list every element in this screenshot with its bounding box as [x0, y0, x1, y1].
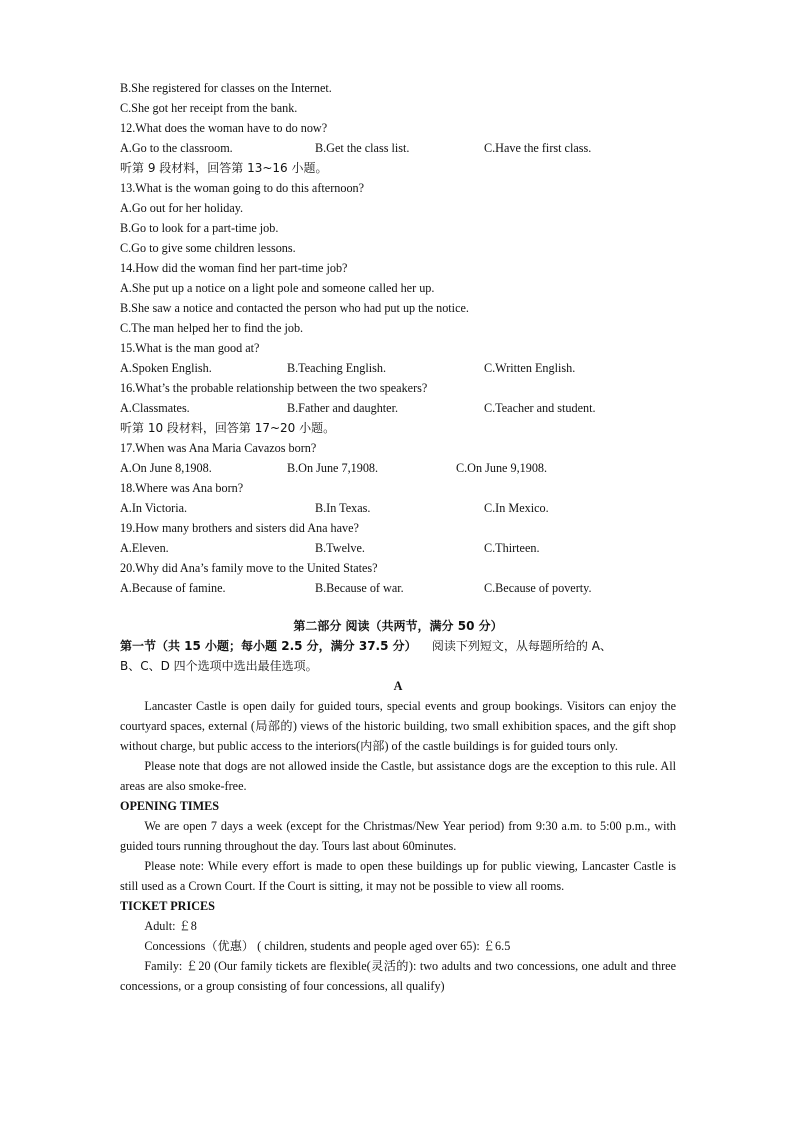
q15-option-b: B.Teaching English.	[287, 361, 386, 375]
q13-question: 13.What is the woman going to do this afternoon?	[120, 181, 365, 195]
ticket-concessions: Concessions（优惠） ( children, students and people aged over 65): ￡6.5	[144, 939, 511, 953]
section10-instruction: 听第 10 段材料，回答第 17~20 小题。	[120, 421, 336, 435]
q20-question: 20.Why did Ana’s family move to the United States?	[120, 561, 378, 575]
q13-option-c: C.Go to give some children lessons.	[120, 241, 296, 255]
q16-option-b: B.Father and daughter.	[287, 401, 399, 415]
q18-option-b: B.In Texas.	[315, 501, 371, 515]
q19-option-b: B.Twelve.	[315, 541, 365, 555]
q12-option-c: C.Have the first class.	[484, 141, 592, 155]
q17-option-c: C.On June 9,1908.	[456, 461, 548, 475]
q20-option-a: A.Because of famine.	[120, 581, 226, 595]
part2-section1-instruction	[120, 636, 676, 656]
passage-letter: A	[393, 679, 403, 693]
section1-directions: 阅读下列短文，从每题所给的 A、	[431, 639, 612, 653]
q16-option-c: C.Teacher and student.	[484, 401, 596, 415]
q18-option-a: A.In Victoria.	[120, 501, 188, 515]
q12-options	[120, 138, 676, 158]
q19-options	[120, 538, 676, 558]
q11-option-c: C.She got her receipt from the bank.	[120, 101, 298, 115]
q14-option-b: B.She saw a notice and contacted the person who had put up the notice.	[120, 301, 469, 315]
passage-paragraph-1: Lancaster Castle is open daily for guided tours, special events and group bookings. Visitors can enjoy the courtyard spaces, external (局部的) views of the historic building, two small exhibition spaces, and the gift shop without charge, but public access to the interiors(内部) of the castle buildings is for guided tours only.	[120, 699, 676, 753]
q19-option-c: C.Thirteen.	[484, 541, 540, 555]
passage-paragraph-2: Please note that dogs are not allowed inside the Castle, but assistance dogs are the exception to this rule. All areas are also smoke-free.	[120, 759, 676, 793]
ticket-prices-heading: TICKET PRICES	[120, 899, 215, 913]
q15-question: 15.What is the man good at?	[120, 341, 260, 355]
q15-option-a: A.Spoken English.	[120, 361, 212, 375]
ticket-adult: Adult: ￡8	[144, 919, 197, 933]
q17-options	[120, 458, 676, 478]
ticket-family: Family: ￡20 (Our family tickets are flexible(灵活的): two adults and two concessions, one adult and three concessions, or a group consisting of four concessions, all qualify)	[120, 959, 676, 993]
q17-question: 17.When was Ana Maria Cavazos born?	[120, 441, 317, 455]
section9-instruction: 听第 9 段材料，回答第 13~16 小题。	[120, 161, 328, 175]
q20-options	[120, 578, 676, 598]
q18-question: 18.Where was Ana born?	[120, 481, 244, 495]
q14-option-a: A.She put up a notice on a light pole and someone called her up.	[120, 281, 435, 295]
q16-question: 16.What’s the probable relationship between the two speakers?	[120, 381, 428, 395]
q12-option-b: B.Get the class list.	[315, 141, 410, 155]
q18-options	[120, 498, 676, 518]
q18-option-c: C.In Mexico.	[484, 501, 549, 515]
q19-question: 19.How many brothers and sisters did Ana have?	[120, 521, 359, 535]
q17-option-b: B.On June 7,1908.	[287, 461, 379, 475]
q13-option-a: A.Go out for her holiday.	[120, 201, 244, 215]
q20-option-b: B.Because of war.	[315, 581, 404, 595]
part2-section1-instruction-line2: B、C、D 四个选项中选出最佳选项。	[120, 659, 318, 673]
passage-paragraph-4: Please note: While every effort is made to open these buildings up for public viewing, Lancaster Castle is still used as a Crown Court. If the Court is sitting, it may not be possible to view all rooms.	[120, 859, 676, 893]
q19-option-a: A.Eleven.	[120, 541, 169, 555]
q20-option-c: C.Because of poverty.	[484, 581, 592, 595]
passage-paragraph-3: We are open 7 days a week (except for the Christmas/New Year period) from 9:30 a.m. to 5:00 p.m., with guided tours running throughout the day. Tours last about 60minutes.	[120, 819, 676, 853]
q17-option-a: A.On June 8,1908.	[120, 461, 212, 475]
q11-option-b: B.She registered for classes on the Internet.	[120, 81, 332, 95]
opening-times-heading: OPENING TIMES	[120, 799, 219, 813]
q12-option-a: A.Go to the classroom.	[120, 141, 233, 155]
q15-option-c: C.Written English.	[484, 361, 576, 375]
q15-options	[120, 358, 676, 378]
q14-question: 14.How did the woman find her part-time job?	[120, 261, 348, 275]
q14-option-c: C.The man helped her to find the job.	[120, 321, 304, 335]
section1-score-note: 第一节（共 15 小题；每小题 2.5 分，满分 37.5 分）	[120, 639, 417, 653]
part2-title: 第二部分 阅读（共两节，满分 50 分）	[293, 619, 503, 633]
q12-question: 12.What does the woman have to do now?	[120, 121, 328, 135]
q13-option-b: B.Go to look for a part-time job.	[120, 221, 279, 235]
exam-page	[120, 78, 676, 996]
q16-options	[120, 398, 676, 418]
q16-option-a: A.Classmates.	[120, 401, 190, 415]
